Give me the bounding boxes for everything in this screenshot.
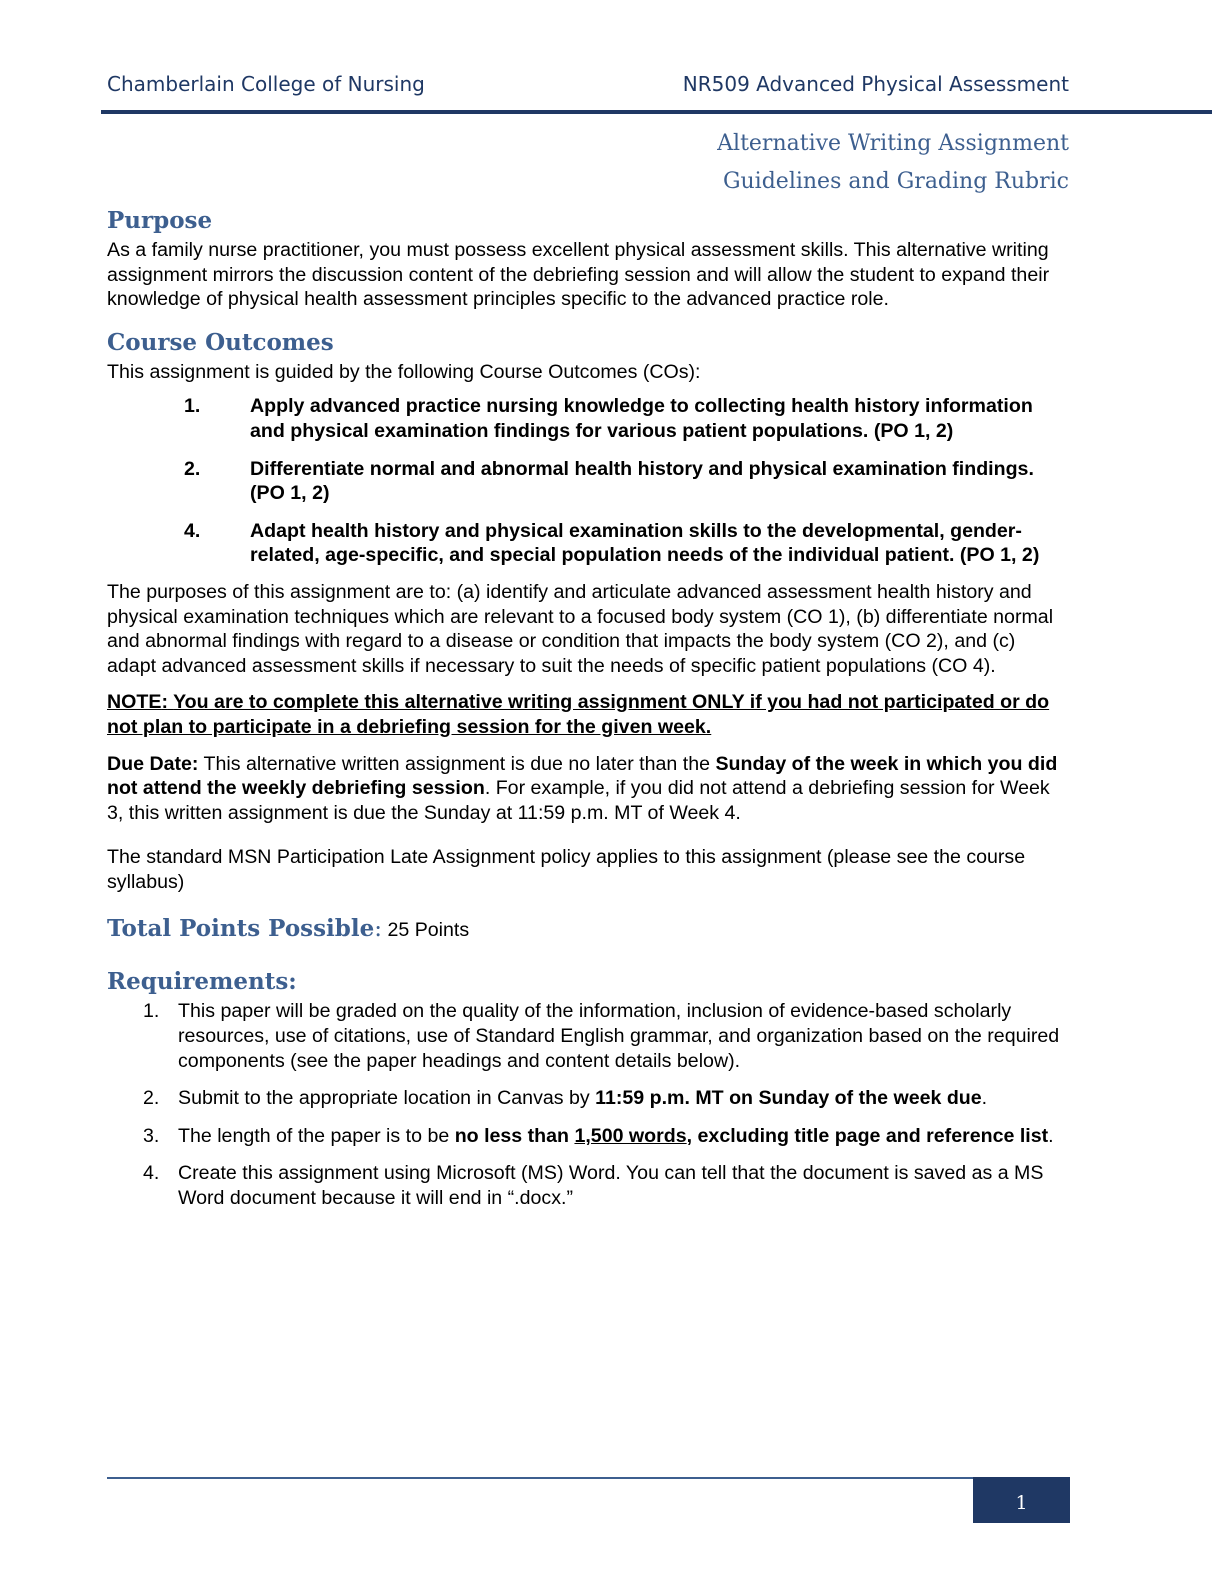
list-text: Adapt health history and physical examination skills to the developmental, gender-related, age-specific, and special population needs of the individual patient. (PO 1, 2): [250, 519, 1040, 567]
list-item: [107, 999, 1069, 1073]
list-item: [107, 394, 1069, 443]
doc-title-line1: Alternative Writing Assignment: [717, 131, 1069, 156]
list-text-end: .: [1048, 1124, 1054, 1147]
word-count-underlined: 1,500 words: [574, 1124, 687, 1147]
total-points-heading: Total Points Possible: [107, 915, 375, 943]
purpose-text: As a family nurse practitioner, you must possess excellent physical assessment skills. This alternative writing assignment mirrors the discussion content of the debriefing session and will allow the student to expand their knowledge of physical health assessment principles specific to the advanced practice role.: [107, 239, 1050, 311]
list-text-bold: , excluding title page and reference list: [686, 1124, 1049, 1147]
course-outcomes-list: [107, 394, 1069, 568]
due-date-paragraph: [107, 752, 1069, 826]
purpose-heading: Purpose: [107, 207, 213, 234]
list-item: [107, 519, 1069, 568]
total-points: [107, 912, 1069, 949]
list-text: Apply advanced practice nursing knowledge to collecting health history information and physical examination findings for various patient populations. (PO 1, 2): [250, 395, 1033, 442]
list-item: [107, 1161, 1069, 1210]
total-points-value: 25 Points: [382, 919, 470, 942]
late-policy: The standard MSN Participation Late Assignment policy applies to this assignment (please see the course syllabus): [107, 846, 1026, 893]
header-divider: [101, 110, 1212, 114]
due-date-label: Due Date:: [107, 752, 199, 775]
list-text: Differentiate normal and abnormal health history and physical examination findings. (PO 1, 2): [250, 457, 1034, 505]
requirements-list: [107, 999, 1069, 1210]
page-number: 1: [1015, 1492, 1028, 1514]
course-outcomes-intro: This assignment is guided by the following Course Outcomes (COs):: [107, 360, 701, 383]
list-text: Submit to the appropriate location in Canvas by: [178, 1087, 596, 1110]
note-text: You are to complete this alternative writing assignment ONLY if you had not participated or do not plan to participate in a debriefing session for the given week.: [107, 691, 1050, 738]
total-points-colon: :: [374, 916, 383, 943]
assignment-purposes: The purposes of this assignment are to: (a) identify and articulate advanced assessment health history and physical examination techniques which are relevant to a focused body system (CO 1), (b) differentiate normal and abnormal findings with regard to a disease or condition that impacts the body system (CO 2), and (c) adapt advanced assessment skills if necessary to suit the needs of specific patient populations (CO 4).: [107, 580, 1054, 677]
list-number: 1.: [143, 1000, 160, 1023]
note-colon: :: [161, 691, 168, 714]
page-header: [107, 72, 1069, 102]
list-text: This paper will be graded on the quality of the information, inclusion of evidence-based scholarly resources, use of citations, use of Standard English grammar, and organization based on the required components (see the paper headings and content details below).: [178, 1000, 1060, 1072]
footer-divider: [107, 1477, 973, 1479]
list-text-bold: 11:59 p.m. MT on Sunday of the week due: [595, 1087, 982, 1110]
list-text-end: .: [981, 1087, 988, 1110]
due-date-emphasis: Sunday of the week in which you did not attend the weekly debriefing session: [107, 752, 1058, 800]
list-number: 1.: [184, 395, 201, 418]
requirements-heading: Requirements:: [107, 968, 297, 996]
doc-title-line2: Guidelines and Grading Rubric: [722, 169, 1069, 194]
note-label: NOTE: [107, 691, 162, 714]
list-number: 2.: [143, 1087, 160, 1110]
list-text-bold: no less than: [454, 1124, 575, 1147]
list-item: [107, 1086, 1069, 1111]
list-number: 3.: [143, 1124, 160, 1147]
list-item: [107, 457, 1069, 506]
header-institution: Chamberlain College of Nursing: [107, 72, 425, 96]
list-text: Create this assignment using Microsoft (MS) Word. You can tell that the document is saved as a MS Word document because it will end in “.docx.”: [178, 1162, 1044, 1210]
due-date-text: This alternative written assignment is due no later than the: [198, 752, 716, 775]
list-number: 4.: [184, 519, 201, 542]
list-number: 2.: [184, 457, 201, 480]
list-item: [107, 1124, 1069, 1149]
page-number-box: [973, 1477, 1070, 1523]
document-body: [107, 204, 1069, 1224]
header-course: NR509 Advanced Physical Assessment: [682, 72, 1069, 96]
course-outcomes-heading: Course Outcomes: [107, 328, 334, 356]
list-text: The length of the paper is to be: [178, 1124, 455, 1147]
list-number: 4.: [143, 1162, 160, 1185]
note-paragraph: [107, 690, 1069, 739]
due-date-example: . For example, if you did not attend a debriefing session for Week 3, this written assignment is due the Sunday at 11:59 p.m. MT of Week 4.: [107, 777, 1050, 824]
